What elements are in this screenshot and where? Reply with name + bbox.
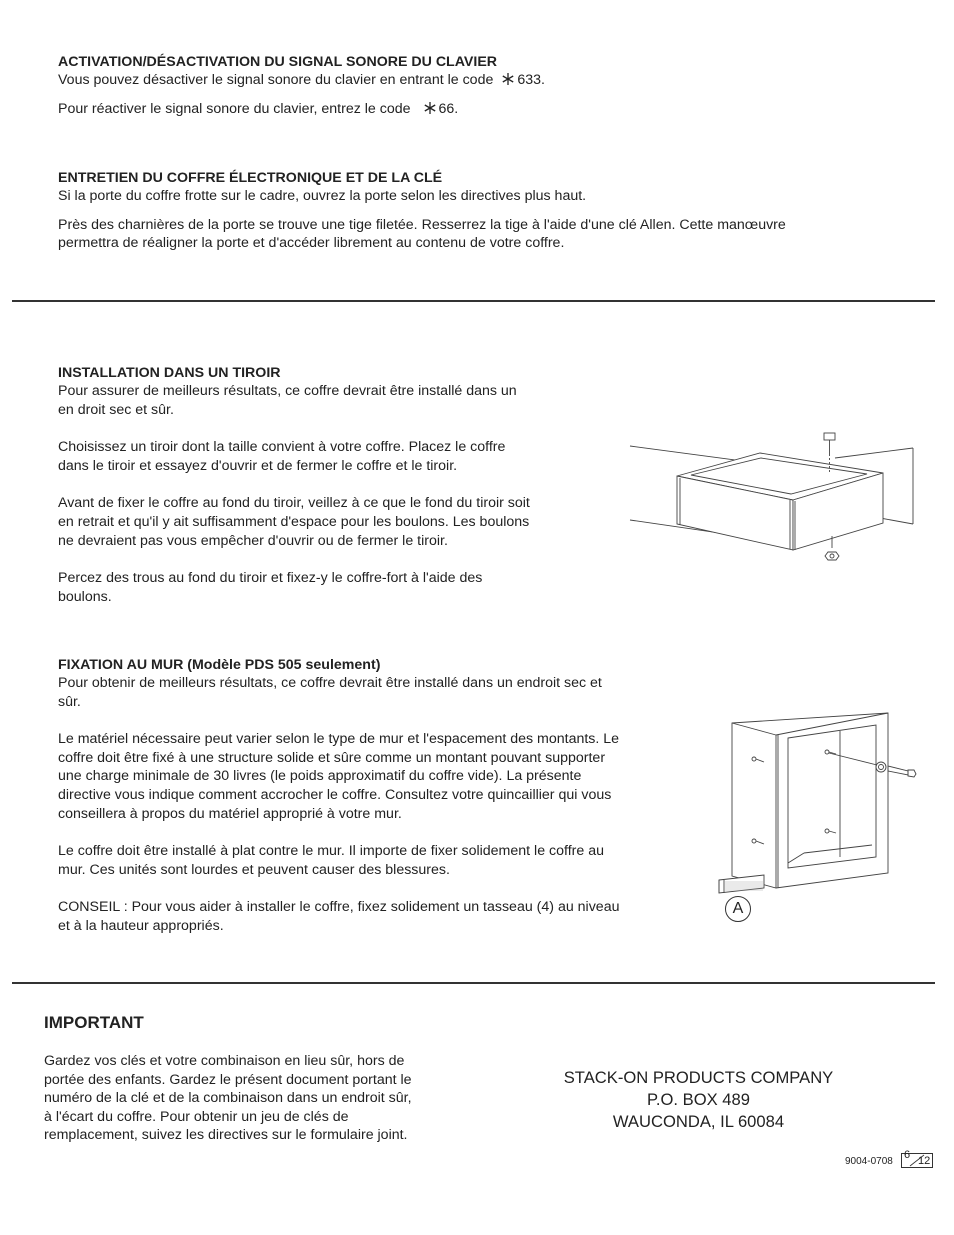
revision-year: 12 [918,1155,931,1167]
wall-p2-line: une charge minimale de 30 livres (le poids approximatif du coffre vide). La présente [58,768,582,785]
maintenance-section [58,169,918,253]
company-city: WAUCONDA, IL 60084 [612,1112,785,1131]
wall-p4-line: et à la hauteur appropriés. [58,917,224,934]
document-number: 9004-0708 [845,1156,893,1167]
drawer-p2-line: Choisissez un tiroir dont la taille convient à votre coffre. Placez le coffre [58,439,506,456]
wall-mount-illustration [712,705,924,925]
company-box: P.O. BOX 489 [646,1090,750,1109]
wall-p2-line: Le matériel nécessaire peut varier selon le type de mur et l'espacement des montants. Le [58,731,620,748]
company-address [530,1067,867,1133]
important-title: IMPORTANT [44,1013,144,1032]
drawer-p3-line: en retrait et qu'il y ait suffisamment d'espace pour les boulons. Les boulons [58,513,530,530]
wall-section [58,656,698,936]
keypad-heading: ACTIVATION/DÉSACTIVATION DU SIGNAL SONORE DU CLAVIER [58,54,498,70]
section-divider [12,300,935,302]
wall-p2-line: coffre doit être fixé à une structure solide et sûre comme un montant pouvant supporter [58,749,606,766]
wall-p1-line: Pour obtenir de meilleurs résultats, ce coffre devrait être installé dans un endroit sec et [58,675,602,691]
drawer-p4-line: Percez des trous au fond du tiroir et fixez-y le coffre-fort à l'aide des [58,570,483,587]
important-line: portée des enfants. Gardez le présent document portant le [44,1071,412,1088]
keypad-line-2-code: 66. [438,100,459,117]
revision-month: 6 [904,1149,911,1161]
keypad-line-1-text: Vous pouvez désactiver le signal sonore du clavier en entrant le code [58,72,494,88]
important-line: à l'écart du coffre. Pour obtenir un jeu de clés de [44,1108,349,1125]
maintenance-heading: ENTRETIEN DU COFFRE ÉLECTRONIQUE ET DE LA CLÉ [58,170,443,186]
wall-p2-line: directive vous indique comment accrocher le coffre. Consultez votre quincaillier qui vous [58,786,612,803]
wall-p3-line: Le coffre doit être installé à plat contre le mur. Il importe de fixer solidement le coffre au [58,843,604,860]
drawer-section [58,364,598,606]
maintenance-p2-line2: permettra de réaligner la porte et d'accéder librement au contenu de votre coffre. [58,235,565,252]
important-line: numéro de la clé et de la combinaison dans un endroit sûr, [44,1090,412,1107]
wall-p3-line: mur. Ces unités sont lourdes et peuvent causer des blessures. [58,861,450,878]
keypad-line-1-code: 633. [517,72,545,88]
drawer-p4-line: boulons. [58,588,112,605]
company-name: STACK-ON PRODUCTS COMPANY [563,1068,834,1087]
drawer-p2-line: dans le tiroir et essayez d'ouvrir et de fermer le coffre et le tiroir. [58,457,458,474]
drawer-p3-line: Avant de fixer le coffre au fond du tiroir, veillez à ce que le fond du tiroir soit [58,495,530,512]
drawer-installation-illustration [625,428,925,568]
revision-date-box [901,1149,933,1168]
drawer-heading: INSTALLATION DANS UN TIROIR [58,365,281,381]
drawer-p1-line: en droit sec et sûr. [58,401,174,418]
important-line: remplacement, suivez les directives sur le formulaire joint. [44,1127,408,1144]
figure-label-a: A [725,896,751,922]
important-section [44,1013,474,1145]
important-line: Gardez vos clés et votre combinaison en lieu sûr, hors de [44,1053,405,1069]
wall-p1-line: sûr. [58,693,81,710]
wall-heading: FIXATION AU MUR (Modèle PDS 505 seulement) [58,657,381,673]
drawer-p3-line: ne devraient pas vous empêcher d'ouvrir ou de fermer le tiroir. [58,532,448,549]
maintenance-p1: Si la porte du coffre frotte sur le cadre, ouvrez la porte selon les directives plus haut. [58,188,587,204]
wall-p2-line: conseillera à propos du matériel approprié à votre mur. [58,805,402,822]
asterisk-icon [501,72,515,86]
maintenance-p2-line1: Près des charnières de la porte se trouve une tige filetée. Resserrez la tige à l'aide d'une clé Allen. Cette manœuvre [58,216,786,233]
asterisk-icon [423,101,437,115]
drawer-p1-line: Pour assurer de meilleurs résultats, ce coffre devrait être installé dans un [58,383,517,399]
keypad-section [58,53,918,118]
section-divider [12,982,935,984]
keypad-line-2-text: Pour réactiver le signal sonore du clavier, entrez le code [58,100,411,117]
wall-p4-line: CONSEIL : Pour vous aider à installer le coffre, fixez solidement un tasseau (4) au niveau [58,899,620,916]
keypad-line-1 [58,71,918,90]
keypad-line-2 [58,100,918,119]
